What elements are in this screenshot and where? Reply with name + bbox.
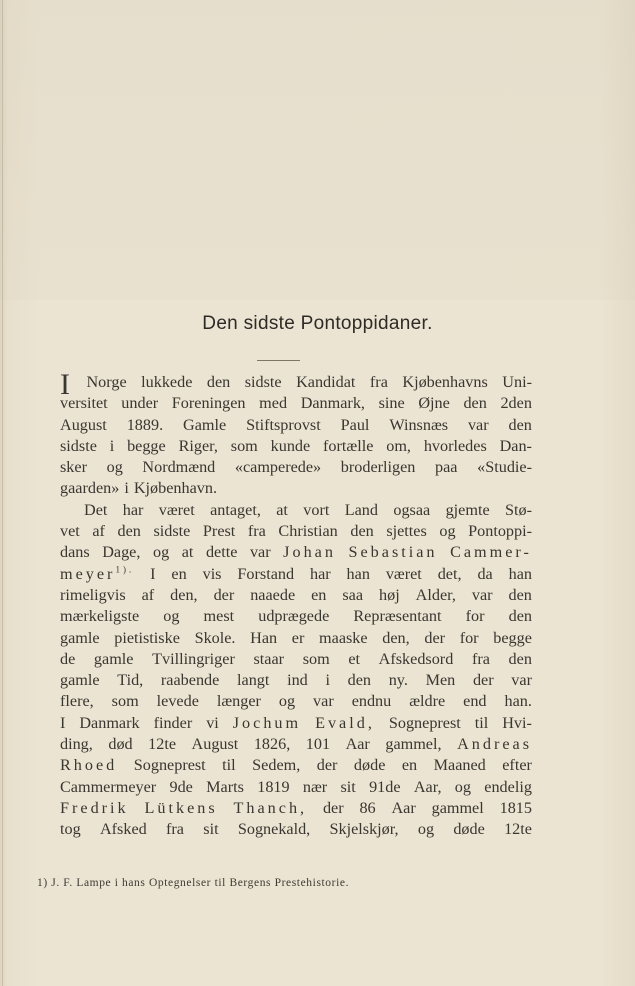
word: 1826, — [253, 735, 291, 754]
word: staar — [253, 649, 285, 668]
word: den — [508, 585, 532, 604]
word: den, — [382, 628, 410, 647]
word: Aar — [345, 735, 370, 754]
word: den — [463, 394, 487, 413]
word: den — [117, 522, 141, 541]
word: Marts — [206, 777, 244, 796]
text-line — [60, 628, 532, 649]
word: med — [259, 394, 288, 413]
word: 91de — [369, 777, 401, 796]
word: været — [158, 500, 195, 519]
text-line — [60, 713, 532, 734]
word: Dan- — [499, 436, 532, 455]
word: Stiftsprovst — [246, 415, 321, 434]
word: Øjne — [418, 394, 450, 413]
word: er — [291, 628, 305, 647]
word: mærkeligste — [60, 607, 140, 626]
word: August — [191, 735, 239, 754]
word: levede — [156, 692, 199, 711]
word: Rhoed — [60, 756, 118, 775]
text-line — [60, 819, 532, 840]
word: var — [249, 543, 271, 562]
word: gaarden» — [60, 479, 120, 498]
word: sidste — [60, 436, 97, 455]
word: Johan — [283, 543, 336, 562]
footnote-marker: 1) — [37, 877, 48, 889]
text-line — [60, 500, 532, 521]
word: 2den — [500, 394, 532, 413]
word: Thanch, — [233, 798, 308, 817]
word: sidste — [153, 522, 191, 541]
word: kunde — [270, 436, 311, 455]
word: maaske — [319, 628, 368, 647]
word: Cammer- — [450, 543, 532, 562]
word: Afsked — [99, 820, 147, 839]
word: sit — [340, 777, 356, 796]
word: saa — [342, 585, 364, 604]
word: har — [122, 500, 144, 519]
word: 1815 — [499, 798, 532, 817]
word: Det — [84, 500, 108, 519]
word: længer — [216, 692, 261, 711]
word: under — [121, 394, 159, 413]
word: en — [311, 585, 327, 604]
word: 12te — [148, 735, 177, 754]
word: endelig — [484, 777, 532, 796]
word: den — [508, 649, 532, 668]
word: August — [60, 415, 107, 434]
word: for — [459, 628, 479, 647]
text-line — [60, 415, 532, 436]
word: rimeligvis — [60, 585, 126, 604]
word: 9de — [169, 777, 193, 796]
word: Kjøbenhavns — [402, 373, 488, 391]
word: lukkede — [141, 373, 193, 391]
bleed-through-area — [0, 0, 635, 300]
word: Winsnæs — [389, 415, 449, 434]
word: høj — [379, 585, 400, 604]
text-line — [60, 368, 532, 401]
word: var — [471, 585, 493, 604]
word: fra — [471, 649, 490, 668]
word: Evald, — [315, 713, 375, 732]
word: gamle — [60, 671, 100, 690]
word: Cammermeyer — [60, 777, 157, 796]
word: Lütkens — [144, 798, 218, 817]
word: vet — [60, 522, 80, 541]
word: Sebastian — [348, 543, 438, 562]
word: end — [463, 692, 487, 711]
word: han — [346, 564, 370, 583]
word: den — [347, 671, 372, 690]
word: af — [92, 522, 105, 541]
word: vi — [206, 713, 219, 732]
word: 12te — [504, 820, 532, 839]
word: fra — [166, 820, 184, 839]
word: antaget, — [210, 500, 261, 519]
word: Uni- — [502, 373, 532, 391]
word: at — [181, 543, 194, 562]
word: sit — [203, 820, 219, 839]
word: og — [439, 522, 456, 541]
word: Andreas — [457, 735, 532, 754]
word: Afskedsord — [378, 649, 454, 668]
word: der — [316, 756, 338, 775]
word: Kjøbenhavn. — [133, 479, 217, 498]
word: meyer$^{1).}$ — [60, 564, 135, 583]
word: som — [111, 692, 139, 711]
word: der — [424, 628, 446, 647]
word: været — [385, 564, 422, 583]
word: af — [141, 585, 155, 604]
word: mest — [203, 607, 235, 626]
text-line — [60, 393, 532, 414]
word: dans — [60, 543, 90, 562]
word: Sognekald, — [237, 820, 311, 839]
word: Danmark, — [300, 394, 365, 413]
word: Men — [425, 671, 456, 690]
word: ogsaa — [393, 500, 431, 519]
word: det, — [437, 564, 462, 583]
word: fra — [247, 522, 266, 541]
text-line — [60, 564, 532, 585]
word: udprægede — [258, 607, 330, 626]
word: Hvi- — [502, 713, 532, 732]
word: 101 — [305, 735, 331, 754]
word: Aar, — [413, 777, 442, 796]
word: raabende — [160, 671, 220, 690]
word: den — [508, 607, 532, 626]
word: Alder, — [415, 585, 456, 604]
word: sjettes — [386, 522, 427, 541]
word: døde — [353, 756, 386, 775]
word: Dage, — [102, 543, 141, 562]
word: og — [106, 458, 123, 477]
word: 1889. — [126, 415, 164, 434]
footnote-text: J. F. Lampe i hans Optegnelser til Bergens Prestehistorie. — [51, 877, 350, 889]
word: hvorledes — [423, 436, 487, 455]
word: der — [213, 585, 235, 604]
word: Han — [250, 628, 278, 647]
word: Skole. — [194, 628, 236, 647]
word: om, — [386, 436, 411, 455]
word: var — [511, 671, 532, 690]
word: der — [322, 798, 344, 817]
word: Kandidat — [296, 373, 356, 391]
word: i — [325, 671, 330, 690]
word: ældre — [409, 692, 446, 711]
word: død — [108, 735, 133, 754]
word: Sogneprest — [388, 713, 461, 732]
heading-rule — [257, 360, 300, 361]
word: Foreningen — [171, 394, 246, 413]
word: et — [348, 649, 361, 668]
text-line — [60, 436, 532, 457]
word: sker — [60, 458, 87, 477]
word: pietistiske — [114, 628, 180, 647]
word: «camperede» — [234, 458, 322, 477]
word: vort — [303, 500, 330, 519]
text-line — [60, 670, 532, 691]
body-text — [60, 368, 532, 841]
word: en — [171, 564, 187, 583]
word: gamle — [93, 649, 134, 668]
text-line — [60, 457, 532, 478]
text-line — [60, 798, 532, 819]
word: ding, — [60, 735, 93, 754]
word: og — [163, 607, 180, 626]
word: sine — [378, 394, 405, 413]
word: gamle — [60, 628, 100, 647]
word: for — [465, 607, 485, 626]
word: og — [152, 543, 170, 562]
word: Maaned — [433, 756, 486, 775]
word: og — [454, 777, 471, 796]
chapter-heading: Den sidste Pontoppidaner. — [202, 313, 433, 334]
text-line — [60, 734, 532, 755]
drop-cap: I — [60, 368, 70, 401]
word: i — [109, 436, 115, 455]
word: gammel, — [385, 735, 442, 754]
word: at — [276, 500, 288, 519]
text-line — [60, 649, 532, 670]
word: fra — [369, 373, 388, 391]
word: Tvillingriger — [152, 649, 235, 668]
footnote-reference: 1). — [115, 564, 135, 575]
word: Tid, — [117, 671, 144, 690]
word: en — [401, 756, 418, 775]
word: sidste — [244, 373, 282, 391]
word: efter — [502, 756, 532, 775]
word: Riger, — [178, 436, 218, 455]
word: endnu — [351, 692, 392, 711]
word: Nordmænd — [142, 458, 216, 477]
word: da — [477, 564, 493, 583]
word: de — [60, 649, 76, 668]
word: Skjelskjør, — [329, 820, 399, 839]
text-line — [60, 755, 532, 776]
word: han. — [504, 692, 532, 711]
text-line — [60, 691, 532, 712]
word: nær — [302, 777, 328, 796]
word: I — [60, 713, 66, 732]
word: til — [222, 756, 236, 775]
text-line — [60, 777, 532, 798]
word: Danmark — [79, 713, 140, 732]
word: Prest — [202, 522, 236, 541]
text-line — [60, 606, 532, 627]
word: tog — [60, 820, 81, 839]
word: Gamle — [183, 415, 227, 434]
word: Pontoppi- — [468, 522, 532, 541]
text-line — [60, 585, 532, 606]
word: begge — [127, 436, 166, 455]
word: 1819 — [257, 777, 290, 796]
word: begge — [493, 628, 532, 647]
word: broderligen — [340, 458, 416, 477]
word: var — [313, 692, 334, 711]
word: fortælle — [323, 436, 374, 455]
word: langt — [237, 671, 270, 690]
word: I — [150, 564, 156, 583]
word: versitet — [60, 394, 108, 413]
word: flere, — [60, 692, 94, 711]
word: Norge — [86, 373, 127, 391]
footnote — [37, 877, 349, 889]
word: Sogneprest — [133, 756, 206, 775]
word: «Studie- — [477, 458, 532, 477]
word: finder — [153, 713, 193, 732]
word: paa — [435, 458, 458, 477]
word: til — [474, 713, 489, 732]
word: ind — [287, 671, 308, 690]
word: der — [472, 671, 494, 690]
word: som — [230, 436, 258, 455]
text-line — [60, 521, 532, 542]
word: Paul — [340, 415, 370, 434]
word: han — [508, 564, 532, 583]
word: naaede — [250, 585, 296, 604]
word: Jochum — [232, 713, 302, 732]
word: som — [302, 649, 330, 668]
word: gammel — [431, 798, 484, 817]
word: dette — [205, 543, 238, 562]
word: ny. — [388, 671, 408, 690]
word: den — [350, 522, 374, 541]
word: den, — [170, 585, 198, 604]
word: og — [417, 820, 435, 839]
word: var — [467, 415, 489, 434]
word: i — [124, 479, 129, 498]
word: Aar — [391, 798, 416, 817]
text-line — [60, 542, 532, 563]
word: Land — [344, 500, 378, 519]
word: døde — [453, 820, 485, 839]
text-line — [60, 478, 532, 499]
word: Sedem, — [252, 756, 301, 775]
word: har — [309, 564, 331, 583]
word: den — [206, 373, 231, 391]
word: Stø- — [505, 500, 532, 519]
word: gjemte — [445, 500, 490, 519]
word: Forstand — [237, 564, 295, 583]
word: Fredrik — [60, 798, 129, 817]
word: 86 — [359, 798, 376, 817]
word: og — [278, 692, 296, 711]
word: den — [508, 415, 532, 434]
word: Repræsentant — [353, 607, 442, 626]
word: vis — [202, 564, 222, 583]
word: Christian — [278, 522, 338, 541]
